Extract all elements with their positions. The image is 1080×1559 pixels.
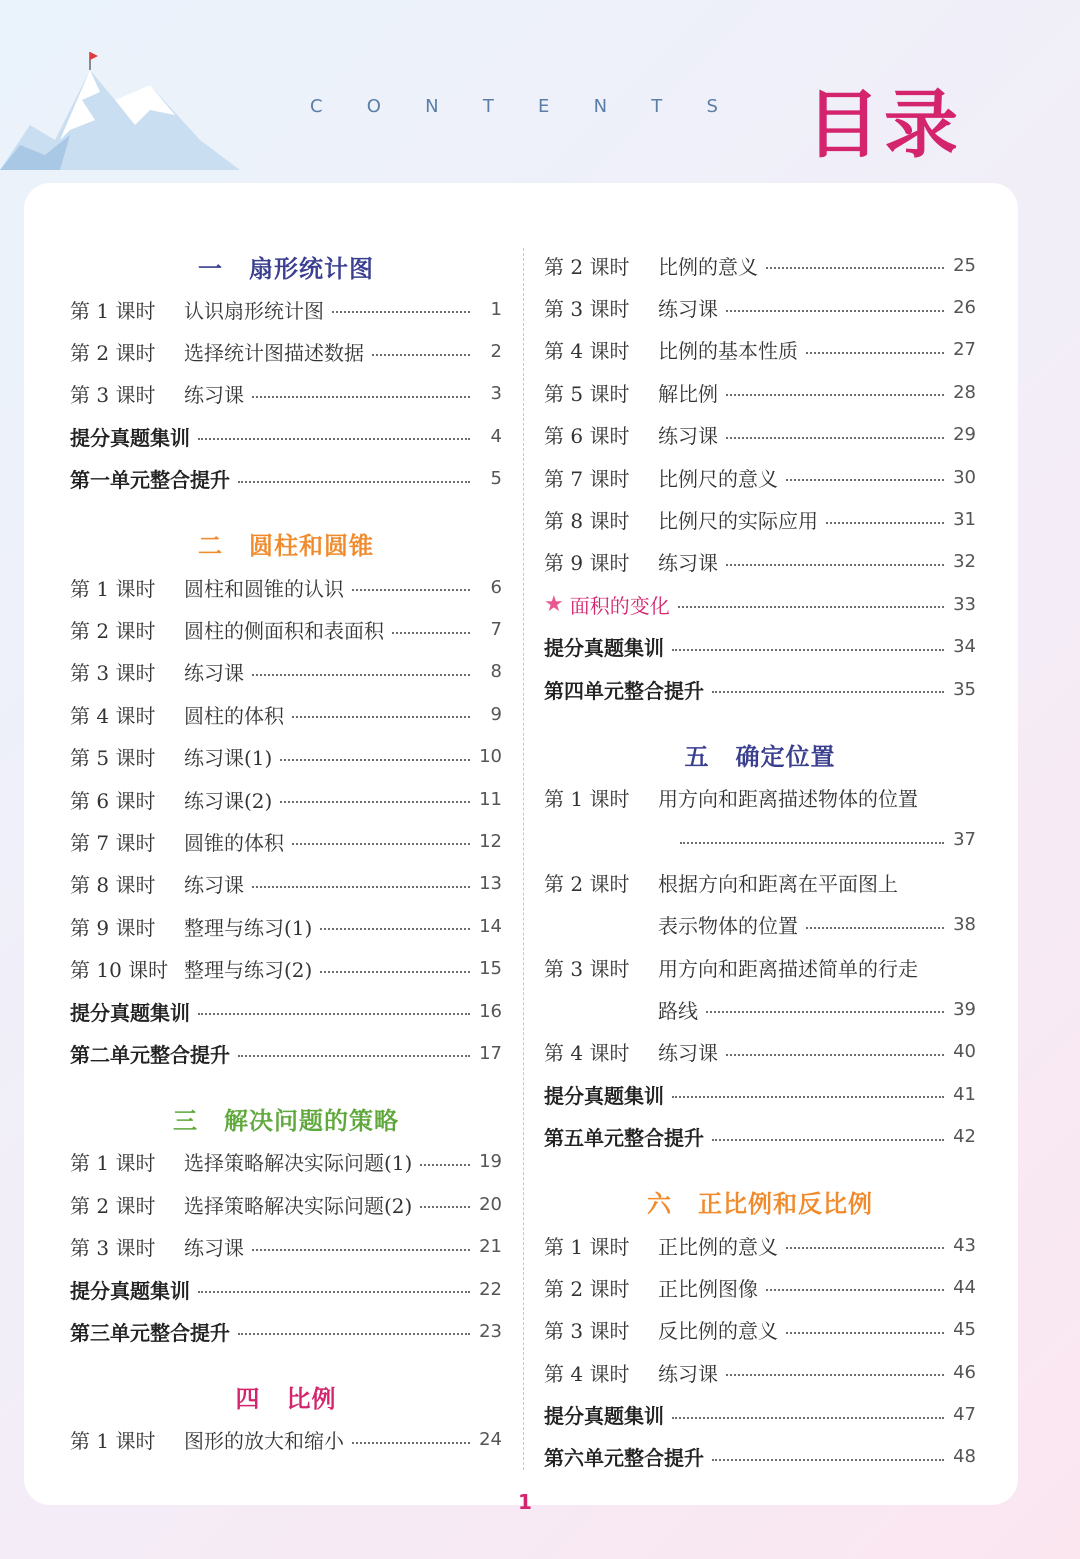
toc-lesson: 第 2 课时: [544, 871, 630, 896]
unit-3-list: [70, 1141, 502, 1353]
toc-title: 比例的基本性质: [658, 339, 798, 364]
toc-title: 路线: [658, 998, 698, 1023]
toc-row[interactable]: [544, 286, 976, 328]
toc-row[interactable]: [70, 736, 502, 778]
dot-leader: [726, 1054, 944, 1056]
dot-leader: [332, 311, 470, 313]
toc-page: 41: [953, 1083, 976, 1105]
toc-title: 练习课(1): [184, 746, 273, 771]
unit-heading-3[interactable]: [70, 1097, 502, 1141]
toc-page: 32: [953, 551, 976, 573]
toc-title: 解比例: [658, 381, 718, 406]
toc-row[interactable]: [544, 1436, 976, 1478]
toc-title: 第五单元整合提升: [544, 1126, 704, 1151]
dot-leader: [680, 842, 944, 844]
toc-title: 练习课: [658, 424, 718, 449]
toc-row[interactable]: [544, 776, 976, 818]
dot-leader: [786, 1247, 944, 1249]
toc-page: 15: [479, 958, 502, 980]
toc-page: 13: [479, 873, 502, 895]
toc-left-column: [70, 244, 502, 1461]
toc-page: 48: [953, 1446, 976, 1468]
toc-lesson: 第 7 课时: [70, 830, 156, 855]
toc-title: 选择统计图描述数据: [184, 341, 364, 366]
contents-letter: T: [482, 96, 496, 117]
toc-row[interactable]: [544, 414, 976, 456]
unit-title: 扇形统计图: [249, 254, 374, 283]
unit-number: 三: [173, 1107, 198, 1136]
toc-row[interactable]: [70, 651, 502, 693]
toc-row[interactable]: [70, 1268, 502, 1310]
unit-number: 四: [235, 1385, 261, 1414]
toc-page: 26: [953, 297, 976, 319]
unit-title: 正比例和反比例: [698, 1190, 873, 1219]
toc-title: 整理与练习(2): [184, 958, 313, 983]
toc-page: 25: [953, 254, 976, 276]
toc-title: 练习课: [184, 383, 244, 408]
toc-page: 6: [490, 576, 502, 598]
toc-row[interactable]: [70, 947, 502, 989]
toc-lesson: 第 1 课时: [70, 576, 156, 601]
column-divider: [523, 248, 524, 1470]
contents-letter: O: [366, 96, 383, 117]
dot-leader: [712, 1459, 944, 1461]
toc-row[interactable]: [70, 1225, 502, 1267]
toc-title: 整理与练习(1): [184, 915, 313, 940]
toc-lesson: 第 4 课时: [544, 1361, 630, 1386]
toc-page: 1: [490, 298, 502, 320]
toc-page: 27: [953, 339, 976, 361]
toc-row[interactable]: [70, 990, 502, 1032]
toc-lesson: 第 3 课时: [544, 297, 630, 322]
toc-title: 提分真题集训: [70, 1278, 190, 1303]
toc-lesson: 第 1 课时: [544, 786, 630, 811]
dot-leader: [280, 759, 470, 761]
dot-leader: [198, 1013, 470, 1015]
unit-title: 比例: [286, 1385, 337, 1414]
toc-page: 2: [490, 341, 502, 363]
toc-row[interactable]: [544, 626, 976, 668]
toc-row[interactable]: [544, 1073, 976, 1115]
unit-heading-5[interactable]: [544, 732, 976, 776]
dot-leader: [678, 606, 944, 608]
toc-row[interactable]: [544, 498, 976, 540]
toc-page: 12: [479, 830, 502, 852]
unit-title: 确定位置: [735, 742, 836, 771]
toc-title: 比例尺的实际应用: [658, 509, 818, 534]
toc-lesson: 第 1 课时: [70, 298, 156, 323]
dot-leader: [352, 589, 470, 591]
unit-number: 六: [647, 1190, 672, 1219]
dot-leader: [420, 1164, 470, 1166]
unit-title: 圆柱和圆锥: [249, 532, 374, 561]
toc-row[interactable]: [544, 668, 976, 710]
dot-leader: [392, 632, 470, 634]
toc-lesson: 第 3 课时: [70, 383, 156, 408]
toc-title: 用方向和距离描述物体的位置: [658, 786, 918, 811]
toc-row[interactable]: [70, 863, 502, 905]
toc-row[interactable]: [544, 456, 976, 498]
dot-leader: [766, 1289, 944, 1291]
toc-title: 提分真题集训: [70, 425, 190, 450]
dot-leader: [726, 564, 944, 566]
toc-title: 圆锥的体积: [184, 830, 284, 855]
toc-lesson: 第 3 课时: [544, 956, 630, 981]
toc-row[interactable]: [70, 330, 502, 372]
toc-title: 提分真题集训: [544, 1083, 664, 1108]
contents-letter: T: [651, 96, 665, 117]
dot-leader: [806, 352, 944, 354]
toc-title: 用方向和距离描述简单的行走: [658, 956, 918, 981]
toc-page: 35: [953, 678, 976, 700]
toc-lesson: 第 4 课时: [70, 703, 156, 728]
toc-title: 练习课: [184, 1236, 244, 1261]
toc-row[interactable]: [70, 373, 502, 415]
toc-title: 练习课: [184, 873, 244, 898]
contents-letter: C: [310, 96, 325, 117]
toc-title: 练习课: [184, 661, 244, 686]
toc-lesson: 第 6 课时: [544, 424, 630, 449]
toc-title: 练习课: [658, 551, 718, 576]
toc-row[interactable]: [544, 541, 976, 583]
dot-leader: [238, 481, 470, 483]
toc-title: 第六单元整合提升: [544, 1446, 704, 1471]
toc-title: 圆柱的体积: [184, 703, 284, 728]
toc-row[interactable]: [544, 1266, 976, 1308]
contents-letter: N: [425, 96, 441, 117]
star-icon: ★: [544, 591, 564, 617]
toc-page: 31: [953, 509, 976, 531]
dot-leader: [198, 438, 470, 440]
toc-row-continuation[interactable]: [544, 988, 976, 1030]
toc-row[interactable]: [70, 1183, 502, 1225]
unit-heading-6[interactable]: [544, 1180, 976, 1224]
unit-5-list: [544, 776, 976, 1158]
toc-lesson: 第 8 课时: [70, 873, 156, 898]
dot-leader: [372, 354, 470, 356]
toc-lesson: 第 2 课时: [544, 254, 630, 279]
dot-leader: [280, 801, 470, 803]
toc-row[interactable]: [544, 1351, 976, 1393]
unit-1-list: [70, 288, 502, 500]
toc-title: 比例尺的意义: [658, 466, 778, 491]
toc-page: 22: [479, 1278, 502, 1300]
unit-heading-2[interactable]: [70, 522, 502, 566]
toc-page: 45: [953, 1319, 976, 1341]
dot-leader: [726, 1374, 944, 1376]
toc-row[interactable]: [70, 905, 502, 947]
unit-number: 一: [198, 254, 223, 283]
toc-title: 选择策略解决实际问题(2): [184, 1193, 413, 1218]
toc-title: 面积的变化: [569, 593, 670, 618]
toc-row[interactable]: [544, 946, 976, 988]
toc-page: 8: [490, 661, 502, 683]
toc-lesson: 第 3 课时: [70, 661, 156, 686]
toc-row[interactable]: [70, 1141, 502, 1183]
toc-row[interactable]: [70, 608, 502, 650]
toc-lesson: 第 3 课时: [70, 1236, 156, 1261]
toc-title: 表示物体的位置: [658, 914, 798, 939]
toc-lesson: 第 9 课时: [544, 551, 630, 576]
unit-heading-4[interactable]: [70, 1375, 502, 1419]
toc-title: 认识扇形统计图: [184, 298, 324, 323]
toc-page: 21: [479, 1236, 502, 1258]
dot-leader: [320, 928, 470, 930]
unit-heading-1[interactable]: [70, 244, 502, 288]
toc-title: 圆柱和圆锥的认识: [184, 576, 344, 601]
dot-leader: [252, 886, 470, 888]
toc-row[interactable]: [70, 820, 502, 862]
toc-row[interactable]: [70, 415, 502, 457]
toc-lesson: 第 1 课时: [70, 1151, 156, 1176]
unit-4-list: [70, 1419, 502, 1461]
dot-leader: [766, 267, 944, 269]
toc-row[interactable]: [544, 1115, 976, 1157]
toc-page: 47: [953, 1404, 976, 1426]
toc-title: 图形的放大和缩小: [184, 1429, 344, 1454]
toc-row[interactable]: [544, 1309, 976, 1351]
toc-page: 20: [479, 1193, 502, 1215]
toc-lesson: 第 1 课时: [70, 1429, 156, 1454]
toc-row[interactable]: [70, 288, 502, 330]
toc-title: 比例的意义: [658, 254, 758, 279]
toc-page: 34: [953, 636, 976, 658]
toc-title: 练习课: [658, 1041, 718, 1066]
unit-6-list: [544, 1224, 976, 1478]
dot-leader: [198, 1291, 470, 1293]
toc-row[interactable]: [544, 1224, 976, 1266]
toc-title: 第一单元整合提升: [70, 468, 230, 493]
toc-row[interactable]: [544, 1031, 976, 1073]
toc-page: 46: [953, 1361, 976, 1383]
dot-leader: [420, 1206, 470, 1208]
toc-right-column: [544, 244, 976, 1478]
page-number: 1: [518, 1490, 532, 1514]
contents-letter: S: [706, 96, 720, 117]
dot-leader: [712, 691, 944, 693]
toc-lesson: 第 2 课时: [70, 619, 156, 644]
toc-row[interactable]: [70, 1419, 502, 1461]
toc-row[interactable]: [544, 861, 976, 903]
toc-lesson: 第 9 课时: [70, 915, 156, 940]
dot-leader: [672, 1417, 944, 1419]
toc-title: 第三单元整合提升: [70, 1320, 230, 1345]
toc-title: 根据方向和距离在平面图上: [658, 871, 898, 896]
toc-lesson: 第 1 课时: [544, 1234, 630, 1259]
toc-lesson: 第 5 课时: [70, 746, 156, 771]
toc-page: 37: [953, 829, 976, 851]
toc-title: 圆柱的侧面积和表面积: [184, 619, 384, 644]
toc-row-continuation[interactable]: [544, 819, 976, 861]
toc-lesson: 第 6 课时: [70, 788, 156, 813]
toc-page: 42: [953, 1126, 976, 1148]
toc-row[interactable]: [70, 778, 502, 820]
toc-row[interactable]: [70, 1310, 502, 1352]
dot-leader: [292, 716, 470, 718]
toc-page: 28: [953, 381, 976, 403]
unit-number: 二: [198, 532, 223, 561]
toc-title: 提分真题集训: [544, 1404, 664, 1429]
toc-lesson: 第 8 课时: [544, 509, 630, 534]
toc-title: 练习课: [658, 297, 718, 322]
unit-number: 五: [684, 742, 710, 771]
contents-heading: [310, 96, 720, 117]
toc-page: 29: [953, 424, 976, 446]
toc-lesson: 第 4 课时: [544, 1041, 630, 1066]
toc-title: 正比例的意义: [658, 1234, 778, 1259]
toc-page: 14: [479, 915, 502, 937]
dot-leader: [352, 1442, 470, 1444]
toc-lesson: 第 5 课时: [544, 381, 630, 406]
toc-row-special[interactable]: [544, 583, 976, 625]
unit-title: 解决问题的策略: [224, 1107, 399, 1136]
toc-page: 33: [953, 593, 976, 615]
toc-lesson: 第 2 课时: [70, 1193, 156, 1218]
toc-title: 练习课(2): [184, 788, 273, 813]
page-title: 目录: [806, 82, 962, 168]
toc-row[interactable]: [70, 1032, 502, 1074]
toc-page: 23: [479, 1320, 502, 1342]
dot-leader: [726, 437, 944, 439]
toc-page: 3: [490, 383, 502, 405]
toc-page: 11: [479, 788, 502, 810]
toc-row-continuation[interactable]: [544, 903, 976, 945]
toc-page: 38: [953, 914, 976, 936]
toc-lesson: 第 4 课时: [544, 339, 630, 364]
toc-row[interactable]: [70, 693, 502, 735]
toc-row[interactable]: [544, 1393, 976, 1435]
toc-row[interactable]: [544, 371, 976, 413]
toc-page: 17: [479, 1042, 502, 1064]
dot-leader: [238, 1333, 470, 1335]
toc-title: 反比例的意义: [658, 1319, 778, 1344]
toc-row[interactable]: [70, 458, 502, 500]
toc-page: 44: [953, 1276, 976, 1298]
dot-leader: [706, 1011, 944, 1013]
toc-title: 第二单元整合提升: [70, 1042, 230, 1067]
dot-leader: [726, 394, 944, 396]
toc-lesson: 第 2 课时: [70, 341, 156, 366]
toc-title: 提分真题集训: [70, 1000, 190, 1025]
toc-lesson: 第 2 课时: [544, 1276, 630, 1301]
dot-leader: [252, 396, 470, 398]
toc-lesson: 第 10 课时: [70, 958, 169, 983]
toc-row[interactable]: [544, 244, 976, 286]
toc-page: 19: [479, 1151, 502, 1173]
dot-leader: [806, 927, 944, 929]
toc-page: 16: [479, 1000, 502, 1022]
dot-leader: [320, 971, 470, 973]
toc-page: 9: [490, 703, 502, 725]
dot-leader: [672, 1096, 944, 1098]
toc-page: 43: [953, 1234, 976, 1256]
dot-leader: [786, 1332, 944, 1334]
dot-leader: [826, 522, 944, 524]
toc-title: 练习课: [658, 1361, 718, 1386]
unit-4-list-end: [544, 626, 976, 711]
dot-leader: [712, 1139, 944, 1141]
toc-title: 选择策略解决实际问题(1): [184, 1151, 413, 1176]
toc-title: 第四单元整合提升: [544, 678, 704, 703]
toc-page: 4: [490, 425, 502, 447]
contents-letter: N: [593, 96, 610, 117]
unit-4-list-continued: [544, 244, 976, 583]
toc-page: 30: [953, 466, 976, 488]
dot-leader: [672, 649, 944, 651]
dot-leader: [252, 674, 470, 676]
toc-lesson: 第 7 课时: [544, 466, 630, 491]
dot-leader: [238, 1055, 470, 1057]
toc-page: 24: [479, 1429, 502, 1451]
contents-letter: E: [538, 96, 552, 117]
dot-leader: [252, 1249, 470, 1251]
unit-2-list: [70, 566, 502, 1075]
toc-page: 7: [490, 619, 502, 641]
toc-page: 39: [953, 998, 976, 1020]
toc-row[interactable]: [544, 329, 976, 371]
dot-leader: [726, 310, 944, 312]
toc-page: 40: [953, 1041, 976, 1063]
toc-title: 正比例图像: [658, 1276, 758, 1301]
toc-page: 10: [479, 746, 502, 768]
dot-leader: [786, 479, 944, 481]
mountain-illustration: [0, 30, 240, 170]
toc-lesson: 第 3 课时: [544, 1319, 630, 1344]
dot-leader: [292, 843, 470, 845]
toc-page: 5: [490, 468, 502, 490]
toc-title: 提分真题集训: [544, 636, 664, 661]
toc-row[interactable]: [70, 566, 502, 608]
